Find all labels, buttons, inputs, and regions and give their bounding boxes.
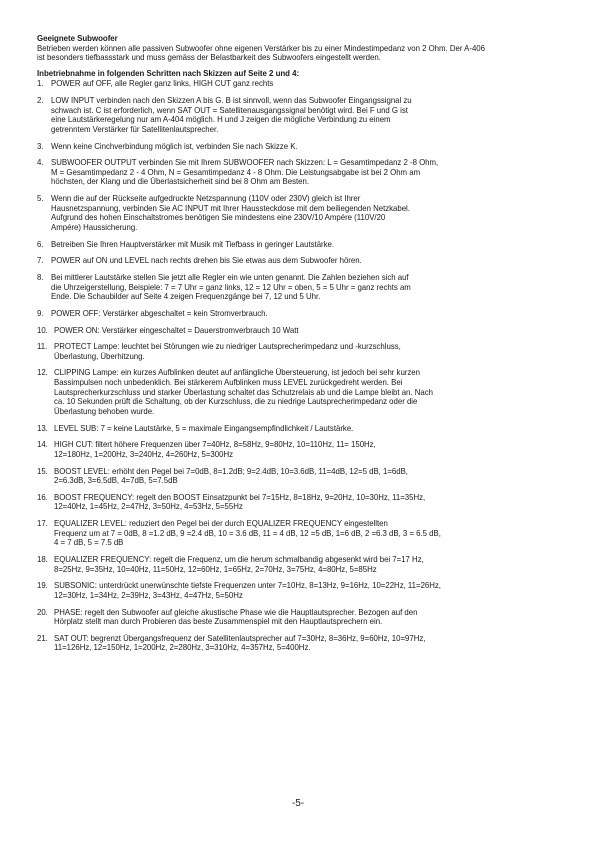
step-line: BOOST FREQUENCY: regelt den BOOST Einsatzpunkt bei 7=15Hz, 8=18Hz, 9=20Hz, 10=30Hz, 11=35Hz, [54, 492, 426, 502]
step-line: POWER ON: Verstärker eingeschaltet = Dauerstromverbrauch 10 Watt [54, 325, 299, 335]
step-line: Wenn keine Cinchverbindung möglich ist, verbinden Sie nach Skizze K. [51, 141, 298, 151]
step-text [51, 79, 563, 89]
step-line: 12=40Hz, 1=45Hz, 2=47Hz, 3=50Hz, 4=53Hz, 5=55Hz [54, 502, 243, 512]
step-line: Lautsprecherkurzschluss und starker Überlastung schaltet das Schutzrelais ab und die Lampe bleibt an. Nach [54, 387, 433, 397]
step-item [37, 342, 563, 361]
step-line: Überlastung, Überhitzung. [54, 351, 145, 361]
step-line: 11=126Hz, 12=150Hz, 1=200Hz, 2=280Hz, 3=310Hz, 4=357Hz, 5=400Hz. [54, 643, 311, 653]
section-heading: Geeignete Subwoofer [37, 34, 118, 43]
step-text [51, 194, 563, 232]
step-number: 17. [37, 519, 48, 529]
step-line: Aufgrund des hohen Einschaltstromes benötigen Sie mindestens eine 230V/10 Ampére (110V/20 [51, 213, 386, 223]
step-text [54, 326, 563, 336]
step-number: 20. [37, 607, 48, 617]
step-text [51, 256, 563, 266]
step-line: die Uhrzeigerstellung, Beispiele: 7 = 7 Uhr = ganz links, 12 = 12 Uhr = oben, 5 = 5 Uhr = ganz rechts am [51, 282, 411, 292]
steps-list [37, 79, 563, 653]
step-line: SAT OUT: begrenzt Übergangsfrequenz der Satellitenlautsprecher auf 7=30Hz, 8=36Hz, 9=60Hz, 10=97Hz, [54, 633, 426, 643]
step-line: getrenntem Verstärker für Satellitenlautsprecher. [51, 124, 219, 134]
step-item [37, 493, 563, 512]
step-item [37, 326, 563, 336]
step-item [37, 256, 563, 266]
step-item [37, 273, 563, 302]
step-line: 12=180Hz, 1=200Hz, 3=240Hz, 4=260Hz, 5=300Hz [54, 449, 233, 459]
step-number: 6. [37, 239, 44, 249]
step-item [37, 440, 563, 459]
step-line: 8=25Hz, 9=35Hz, 10=40Hz, 11=50Hz, 12=60Hz, 1=65Hz, 2=70Hz, 3=75Hz, 4=80Hz, 5=85Hz [54, 564, 377, 574]
step-line: schwach ist. C ist erforderlich, wenn SAT OUT = Satellitenausgangssignal benötigt wird. Bei F und G ist [51, 105, 408, 115]
step-line: LOW INPUT verbinden nach den Skizzen A bis G. B ist sinnvoll, wenn das Subwoofer Eingangssignal zu [51, 96, 412, 106]
step-text [54, 519, 563, 548]
step-number: 19. [37, 581, 48, 591]
step-line: POWER OFF: Verstärker abgeschaltet = kein Stromverbrauch. [51, 308, 268, 318]
step-line: Überlastung behoben wurde. [54, 406, 155, 416]
step-item [37, 555, 563, 574]
step-item [37, 467, 563, 486]
step-line: Hörplatz stellt man durch Probieren das beste Zusammenspiel mit den Hauptlautsprechern ein. [54, 617, 383, 627]
step-number: 16. [37, 492, 48, 502]
step-text [51, 142, 563, 152]
step-line: LEVEL SUB: 7 = keine Lautstärke, 5 = maximale Eingangsempfindlichkeit / Lautstärke. [54, 423, 354, 433]
step-number: 21. [37, 633, 48, 643]
step-item [37, 309, 563, 319]
step-number: 2. [37, 96, 44, 106]
step-number: 15. [37, 466, 48, 476]
intro-paragraph [37, 44, 563, 63]
step-line: PROTECT Lampe: leuchtet bei Störungen wie zu niedriger Lautsprecherimpedanz und -kurzschluss, [54, 342, 401, 352]
step-line: SUBSONIC: unterdrückt unerwünschte tiefste Frequenzen unter 7=10Hz, 8=13Hz, 9=16Hz, 10=22Hz, 11=26Hz, [54, 581, 441, 591]
step-item [37, 368, 563, 416]
step-text [51, 309, 563, 319]
step-item [37, 96, 563, 134]
step-item [37, 240, 563, 250]
step-item [37, 194, 563, 232]
step-line: Frequenz um at 7 = 0dB, 8 =1.2 dB, 9 =2.4 dB, 10 = 3.6 dB, 11 = 4 dB, 12 =5 dB, 1=6 dB, 2 =6.3 dB, 3 = 6.5 dB, [54, 528, 441, 538]
step-item [37, 634, 563, 653]
step-line: Wenn die auf der Rückseite aufgedruckte Netzspannung (110V oder 230V) gleich ist Ihrer [51, 194, 361, 204]
step-text [51, 96, 563, 134]
step-line: SUBWOOFER OUTPUT verbinden Sie mit Ihrem SUBWOOFER nach Skizzen: L = Gesamtimpedanz 2 -8 Ohm, [51, 158, 439, 168]
step-text [54, 581, 563, 600]
step-number: 1. [37, 79, 44, 89]
step-number: 11. [37, 342, 48, 352]
step-text [51, 273, 563, 302]
step-line: Ende. Die Schaubilder auf Seite 4 zeigen Frequenzgänge bei 7, 12 und 5 Uhr. [51, 292, 321, 302]
step-number: 14. [37, 440, 48, 450]
step-line: EQUALIZER LEVEL: reduziert den Pegel bei der durch EQUALIZER FREQUENCY eingestellten [54, 519, 388, 529]
step-line: BOOST LEVEL: erhöht den Pegel bei 7=0dB, 8=1.2dB; 9=2.4dB, 10=3.6dB, 11=4dB, 12=5 dB, 1=6dB, [54, 466, 408, 476]
step-item [37, 608, 563, 627]
step-number: 12. [37, 368, 48, 378]
step-line: 4 = 7 dB, 5 = 7.5 dB [54, 538, 124, 548]
step-text [54, 368, 563, 416]
intro-line: Betrieben werden können alle passiven Subwoofer ohne eigenen Verstärker bis zu einer Mindestimpedanz von 2 Ohm. Der A-406 [37, 43, 485, 53]
page-number: -5- [291, 798, 305, 809]
step-line: POWER auf OFF, alle Regler ganz links, HIGH CUT ganz rechts [51, 79, 274, 89]
document-page [37, 34, 563, 660]
step-item [37, 424, 563, 434]
step-item [37, 519, 563, 548]
step-text [54, 440, 563, 459]
step-item [37, 158, 563, 187]
step-line: Betreiben Sie Ihren Hauptverstärker mit Musik mit Tiefbass in geringer Lautstärke. [51, 239, 335, 249]
step-number: 9. [37, 308, 44, 318]
step-line: POWER auf ON und LEVEL nach rechts drehen bis Sie etwas aus dem Subwoofer hören. [51, 256, 362, 266]
step-item [37, 79, 563, 89]
step-text [51, 240, 563, 250]
step-line: M = Gesamtimpedanz 2 - 4 Ohm, N = Gesamtimpedanz 4 - 8 Ohm. Die Leistungsabgabe ist bei 2 Ohm am [51, 167, 421, 177]
step-line: ca. 10 Sekunden prüft die Schaltung, ob der Kurzschluss, die zu niedrige Lautsprecherimpedanz oder die [54, 397, 418, 407]
step-text [54, 608, 563, 627]
step-number: 18. [37, 554, 48, 564]
step-line: Bassimpulsen noch unbedenklich. Bei stärkerem Aufblinken muss LEVEL zurückgedreht werden. Bei [54, 378, 403, 388]
step-number: 7. [37, 256, 44, 266]
step-text [54, 467, 563, 486]
step-number: 5. [37, 194, 44, 204]
step-number: 3. [37, 141, 44, 151]
step-text [54, 634, 563, 653]
step-text [54, 424, 563, 434]
step-text [54, 493, 563, 512]
step-line: CLIPPING Lampe: ein kurzes Aufblinken deutet auf anfängliche Übersteuerung, ist jedoch bei sehr kurzen [54, 368, 420, 378]
steps-heading: Inbetriebnahme in folgenden Schritten nach Skizzen auf Seite 2 und 4: [37, 68, 300, 78]
step-line: Hausnetzspannung, verbinden Sie AC INPUT mit Ihrer Haussteckdose mit dem beiliegenden Netzkabel. [51, 203, 410, 213]
step-line: Bei mittlerer Lautstärke stellen Sie jetzt alle Regler ein wie unten genannt. Die Zahlen beziehen sich auf [51, 272, 409, 282]
step-line: EQUALIZER FREQUENCY: regelt die Frequenz, um die herum schmalbandig abgesenkt wird bei 7=17 Hz, [54, 554, 424, 564]
step-number: 13. [37, 423, 48, 433]
step-line: PHASE: regelt den Subwoofer auf gleiche akustische Phase wie die Hauptlautsprecher. Bezogen auf den [54, 607, 418, 617]
intro-line: ist besonders tiefbassstark und muss gemäss der Belastbarkeit des Subwoofers eingestellt werden. [37, 53, 381, 63]
step-line: höchsten, der Klang und die Überlastsicherheit sind bei 8 Ohm am Besten. [51, 177, 309, 187]
step-line: 2=6.3dB, 3=6.5dB, 4=7dB, 5=7.5dB [54, 476, 178, 486]
step-number: 10. [37, 325, 48, 335]
step-line: eine Lautstärkeregelung nur am A-404 möglich. H und J zeigen die mögliche Verbindung zu einem [51, 115, 391, 125]
step-text [51, 158, 563, 187]
step-line: HIGH CUT: filtert höhere Frequenzen über 7=40Hz, 8=58Hz, 9=80Hz, 10=110Hz, 11= 150Hz, [54, 440, 376, 450]
step-line: Ampére) Haussicherung. [51, 222, 138, 232]
step-text [54, 342, 563, 361]
step-item [37, 581, 563, 600]
step-number: 4. [37, 158, 44, 168]
step-item [37, 142, 563, 152]
step-line: 12=30Hz, 1=34Hz, 2=39Hz, 3=43Hz, 4=47Hz, 5=50Hz [54, 590, 243, 600]
step-number: 8. [37, 272, 44, 282]
step-text [54, 555, 563, 574]
